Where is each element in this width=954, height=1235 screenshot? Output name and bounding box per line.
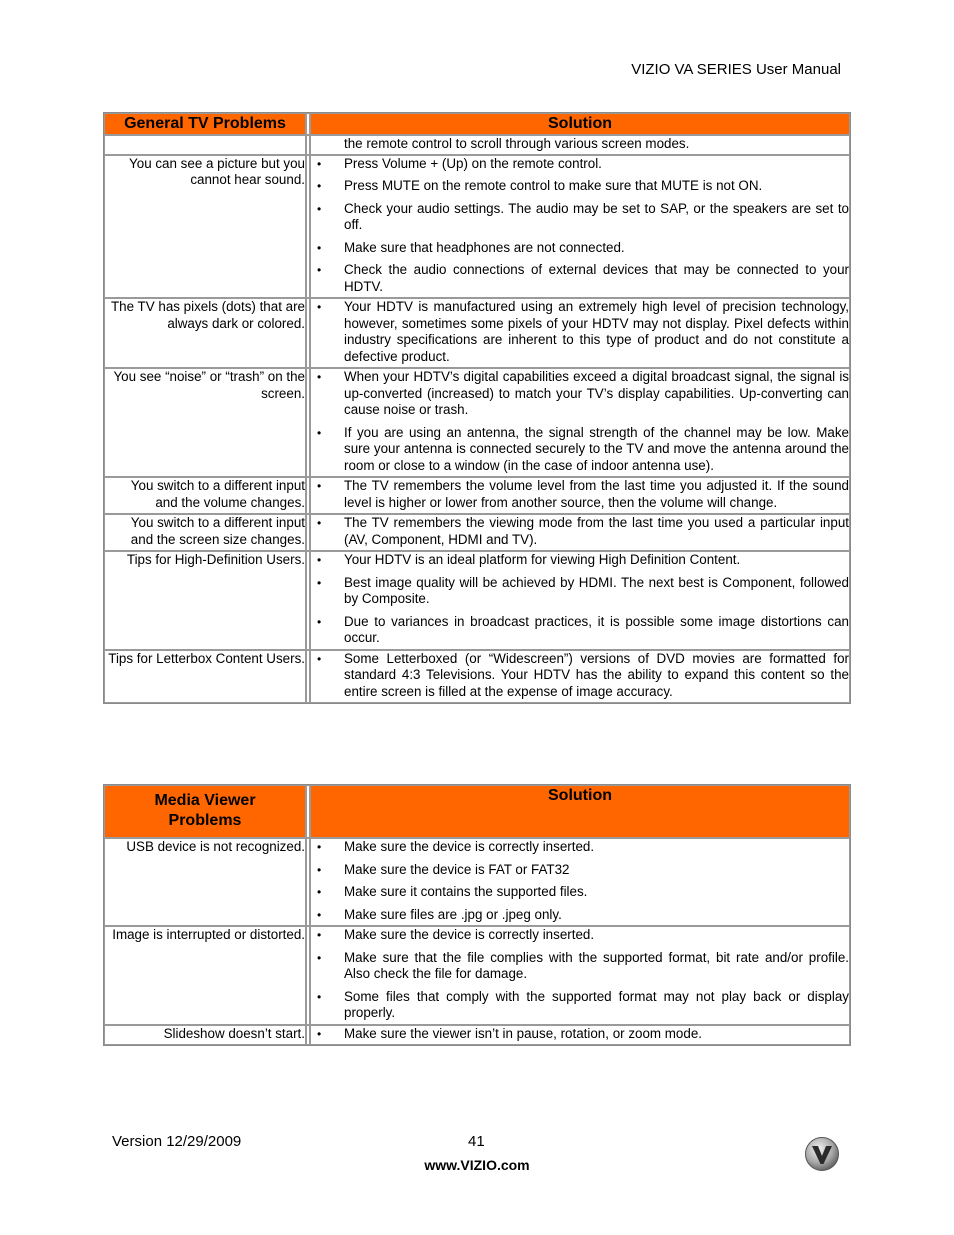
problem-cell: You see “noise” or “trash” on the screen.	[104, 368, 306, 477]
solution-item: • Your HDTV is manufactured using an extremely high level of precision technology, however, sometimes some pixels of your HDTV may not display. Pixel defects within industry specifications are inherent to this type of product and do not constitute a defective product.	[311, 299, 849, 365]
table-row	[104, 135, 850, 155]
table-row	[104, 155, 850, 299]
problem-cell	[104, 135, 306, 155]
problem-cell: USB device is not recognized.	[104, 838, 306, 926]
solution-cell	[310, 1025, 850, 1046]
solution-list	[311, 839, 849, 923]
continued-solution-text: the remote control to scroll through various screen modes.	[344, 136, 690, 151]
solution-item: • Press Volume + (Up) on the remote control.	[311, 156, 849, 173]
solution-column-header: Solution	[310, 785, 850, 838]
solution-cell	[310, 298, 850, 368]
solution-item: • Press MUTE on the remote control to make sure that MUTE is not ON.	[311, 178, 849, 195]
solution-item: • Make sure the viewer isn’t in pause, rotation, or zoom mode.	[311, 1026, 849, 1043]
solution-cell	[310, 155, 850, 299]
solution-cell	[310, 514, 850, 551]
solution-item: • Check your audio settings. The audio may be set to SAP, or the speakers are set to off.	[311, 201, 849, 234]
solution-cell	[310, 650, 850, 704]
version-label: Version 12/29/2009	[112, 1133, 242, 1150]
solution-item: • The TV remembers the volume level from the last time you adjusted it. If the sound level is higher or lower from another source, then the volume will change.	[311, 478, 849, 511]
table-row	[104, 298, 850, 368]
table-row	[104, 368, 850, 477]
table-header-row	[104, 113, 850, 135]
solution-cell	[310, 135, 850, 155]
solution-cell	[310, 838, 850, 926]
vizio-v-logo-icon	[804, 1136, 840, 1172]
problem-cell: Image is interrupted or distorted.	[104, 926, 306, 1025]
page-number: 41	[468, 1133, 485, 1150]
solution-item: • Make sure that headphones are not connected.	[311, 240, 849, 257]
media-viewer-problems-table	[103, 784, 851, 1046]
solution-cell	[310, 926, 850, 1025]
problem-cell: You switch to a different input and the volume changes.	[104, 477, 306, 514]
solution-list	[311, 369, 849, 474]
table-row	[104, 1025, 850, 1046]
table-row	[104, 838, 850, 926]
problem-column-header: Media Viewer Problems	[104, 785, 306, 838]
solution-item: • Make sure the device is FAT or FAT32	[311, 862, 849, 879]
table-row	[104, 926, 850, 1025]
solution-list	[311, 156, 849, 296]
solution-column-header: Solution	[310, 113, 850, 135]
solution-item: • When your HDTV’s digital capabilities exceed a digital broadcast signal, the signal is up-converted (increased) to match your TV’s display capabilities. Up-converting can cause noise or trash.	[311, 369, 849, 419]
solution-item: • Some files that comply with the supported format may not play back or display properly.	[311, 989, 849, 1022]
problem-cell: Tips for Letterbox Content Users.	[104, 650, 306, 704]
solution-item: • Due to variances in broadcast practices, it is possible some image distortions can occur.	[311, 614, 849, 647]
solution-cell	[310, 477, 850, 514]
solution-item: • Make sure the device is correctly inserted.	[311, 839, 849, 856]
solution-item: • Make sure files are .jpg or .jpeg only.	[311, 907, 849, 924]
manual-title: VIZIO VA SERIES User Manual	[631, 61, 841, 78]
solution-list	[311, 552, 849, 647]
solution-item: • Make sure that the file complies with the supported format, bit rate and/or profile. Also check the file for damage.	[311, 950, 849, 983]
solution-item: • If you are using an antenna, the signal strength of the channel may be low. Make sure your antenna is connected securely to the TV and move the antenna around the room or close to a window (in the case of indoor antenna use).	[311, 425, 849, 475]
solution-item: • Best image quality will be achieved by HDMI. The next best is Component, followed by Composite.	[311, 575, 849, 608]
solution-list	[311, 1026, 849, 1043]
problem-cell: You switch to a different input and the screen size changes.	[104, 514, 306, 551]
solution-cell	[310, 551, 850, 650]
website-url: www.VIZIO.com	[424, 1157, 530, 1173]
solution-item: • Some Letterboxed (or “Widescreen”) versions of DVD movies are formatted for standard 4:3 Televisions. Your HDTV has the ability to expand this content so the entire screen is filled at the expense of image accuracy.	[311, 651, 849, 701]
solution-item: • Make sure it contains the supported files.	[311, 884, 849, 901]
solution-item: • The TV remembers the viewing mode from the last time you used a particular input (AV, Component, HDMI and TV).	[311, 515, 849, 548]
table-row	[104, 551, 850, 650]
problem-column-header: General TV Problems	[104, 113, 306, 135]
problem-cell: You can see a picture but you cannot hear sound.	[104, 155, 306, 299]
table-row	[104, 650, 850, 704]
solution-item: • Check the audio connections of external devices that may be connected to your HDTV.	[311, 262, 849, 295]
solution-list	[311, 478, 849, 511]
table-row	[104, 477, 850, 514]
solution-cell	[310, 368, 850, 477]
solution-list	[311, 515, 849, 548]
solution-list	[311, 299, 849, 365]
solution-item: • Make sure the device is correctly inserted.	[311, 927, 849, 944]
general-tv-problems-table	[103, 112, 851, 704]
solution-list	[311, 651, 849, 701]
table-header-row	[104, 785, 850, 838]
solution-list	[311, 927, 849, 1022]
table-row	[104, 514, 850, 551]
problem-cell: The TV has pixels (dots) that are always dark or colored.	[104, 298, 306, 368]
problem-cell: Tips for High-Definition Users.	[104, 551, 306, 650]
solution-item: • Your HDTV is an ideal platform for viewing High Definition Content.	[311, 552, 849, 569]
problem-cell: Slideshow doesn’t start.	[104, 1025, 306, 1046]
